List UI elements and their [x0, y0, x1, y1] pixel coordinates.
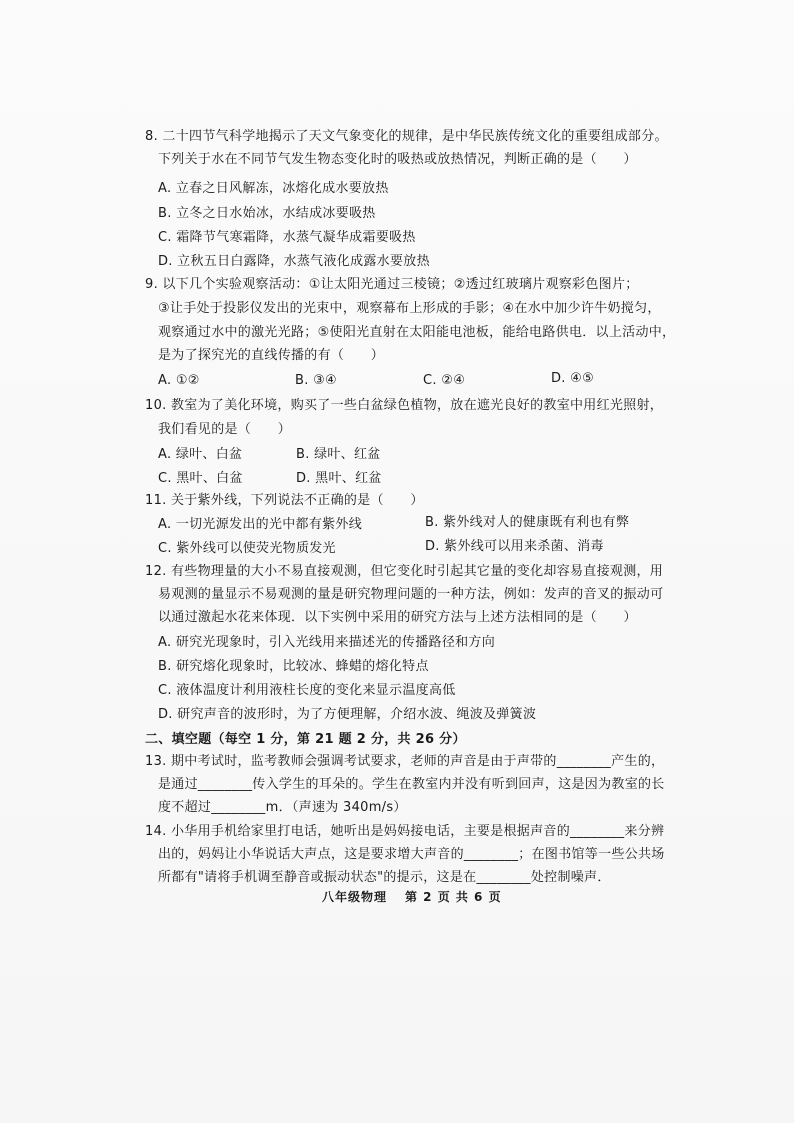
q13-line3: 度不超过________m．（声速为 340m/s） — [158, 800, 407, 815]
q12-option-b: B. 研究熔化现象时，比较冰、蜂蜡的熔化特点 — [158, 659, 429, 674]
q10-option-d: D. 黑叶、红盆 — [296, 471, 382, 486]
q10-option-c: C. 黑叶、白盆 — [158, 471, 243, 486]
q8-option-b: B. 立冬之日水始冰，水结成冰要吸热 — [158, 206, 376, 221]
q12-option-a: A. 研究光现象时，引入光线用来描述光的传播路径和方向 — [158, 635, 496, 650]
q9-option-c: C. ②④ — [423, 373, 466, 388]
q11-option-c: C. 紫外线可以使荧光物质发光 — [158, 541, 336, 556]
q10-line2: 我们看见的是（ ） — [158, 422, 292, 437]
q11-option-b: B. 紫外线对人的健康既有利也有弊 — [425, 515, 630, 530]
q10-line1: 10. 教室为了美化环境，购买了一些白盆绿色植物，放在遮光良好的教室中用红光照射， — [145, 398, 664, 413]
q8-line2: 下列关于水在不同节气发生物态变化时的吸热或放热情况，判断正确的是（ ） — [158, 152, 637, 167]
q11-option-a: A. 一切光源发出的光中都有紫外线 — [158, 517, 363, 532]
q12-line1: 12. 有些物理量的大小不易直接观测，但它变化时引起其它量的变化却容易直接观测，用 — [145, 564, 664, 579]
section-heading-fill-in: 二、填空题（每空 1 分，第 21 题 2 分，共 26 分） — [145, 732, 466, 747]
q14-line1: 14. 小华用手机给家里打电话，她听出是妈妈接电话，主要是根据声音的________来分辨 — [145, 824, 665, 839]
q12-option-c: C. 液体温度计利用液柱长度的变化来显示温度高低 — [158, 683, 456, 698]
q13-line1: 13. 期中考试时，监考教师会强调考试要求，老师的声音是由于声带的________产生的， — [145, 754, 665, 769]
q14-line3: 所都有"请将手机调至静音或振动状态"的提示，这是在________处控制噪声． — [158, 870, 611, 885]
q13-line2: 是通过________传入学生的耳朵的。学生在教室内并没有听到回声，这是因为教室的长 — [158, 777, 665, 792]
q9-line2: ③让手处于投影仪发出的光束中，观察幕布上形成的手影；④在水中加少许牛奶搅匀， — [158, 301, 661, 316]
q8-option-a: A. 立春之日风解冻，冰熔化成水要放热 — [158, 181, 389, 196]
q9-line1: 9. 以下几个实验观察活动：①让太阳光通过三棱镜；②透过红玻璃片观察彩色图片； — [145, 277, 639, 292]
q10-option-b: B. 绿叶、红盆 — [296, 447, 381, 462]
q9-option-b: B. ③④ — [295, 373, 337, 388]
q9-option-a: A. ①② — [158, 373, 200, 388]
footer-subject: 八年级物理 — [322, 890, 388, 904]
q12-line3: 以通过激起水花来体现．以下实例中采用的研究方法与上述方法相同的是（ ） — [158, 610, 637, 625]
footer-page-number: 第 2 页 共 6 页 — [405, 890, 502, 904]
q8-option-c: C. 霜降节气寒霜降，水蒸气凝华成霜要吸热 — [158, 230, 416, 245]
q9-option-d: D. ④⑤ — [551, 371, 595, 386]
q9-line3: 观察通过水中的激光光路；⑤使阳光直射在太阳能电池板，能给电路供电．以上活动中， — [158, 325, 676, 340]
q14-line2: 出的，妈妈让小华说话大声点，这是要求增大声音的________；在图书馆等一些公共场 — [158, 847, 665, 862]
q8-option-d: D. 立秋五日白露降，水蒸气液化成露水要放热 — [158, 254, 430, 269]
q11-line1: 11. 关于紫外线，下列说法不正确的是（ ） — [145, 493, 424, 508]
q11-option-d: D. 紫外线可以用来杀菌、消毒 — [425, 539, 604, 554]
q8-line1: 8. 二十四节气科学地揭示了天文气象变化的规律，是中华民族传统文化的重要组成部分。 — [145, 129, 668, 144]
q12-line2: 易观测的量显示不易观测的量是研究物理问题的一种方法，例如：发声的音叉的振动可 — [158, 587, 664, 602]
q9-line4: 是为了探究光的直线传播的有（ ） — [158, 348, 385, 363]
q12-option-d: D. 研究声音的波形时，为了方便理解，介绍水波、绳波及弹簧波 — [158, 707, 537, 722]
q10-option-a: A. 绿叶、白盆 — [158, 447, 243, 462]
